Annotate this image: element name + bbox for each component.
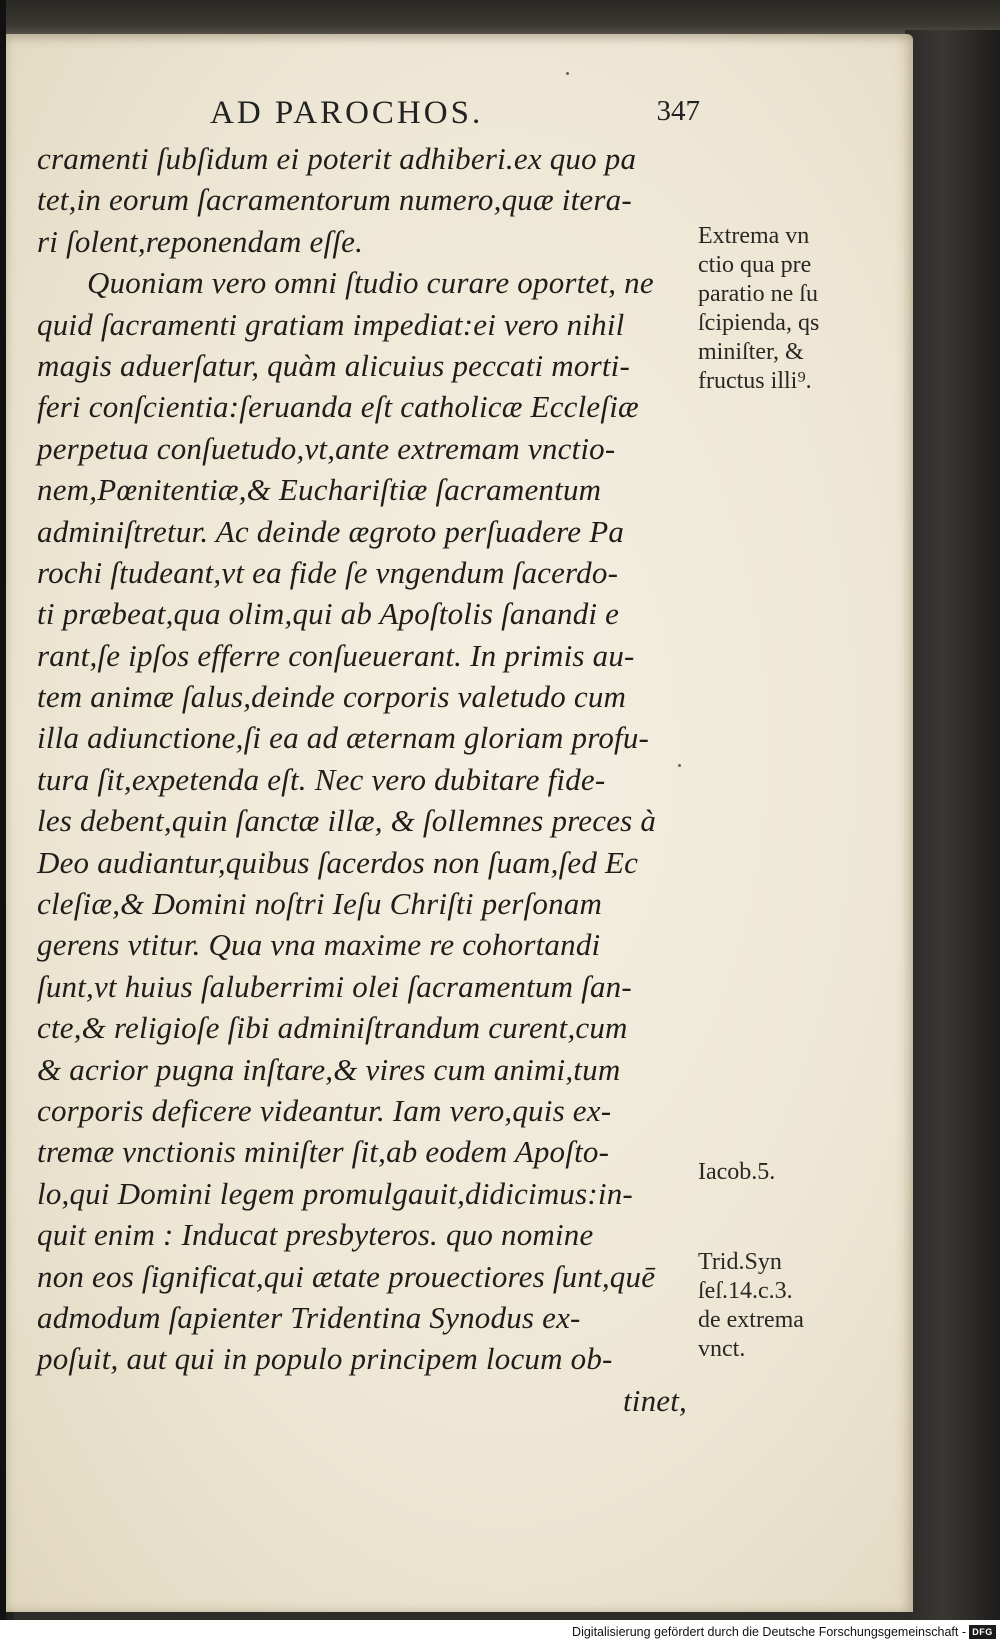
- text-line: quit enim : Inducat presbyteros. quo nomine: [37, 1217, 594, 1253]
- margin-note-line: miniſter, &: [698, 339, 804, 365]
- margin-note-line: fructus illi⁹.: [698, 368, 812, 394]
- catchword: tinet,: [622, 1382, 687, 1418]
- margin-note-extrema-unctio: [698, 222, 848, 396]
- text-line: les debent,quin ſanctæ illæ, & ſollemnes preces à: [37, 803, 657, 839]
- margin-note-line: Extrema vn: [698, 223, 810, 249]
- text-line: gerens vtitur. Qua vna maxime re cohortandi: [37, 927, 601, 963]
- margin-note-line: ſeſ.14.c.3.: [698, 1278, 793, 1304]
- text-line: tem animæ ſalus,deinde corporis valetudo cum: [37, 679, 627, 715]
- text-line: cleſiæ,& Domini noſtri Ieſu Chriſti perſonam: [37, 886, 603, 922]
- page-header: [210, 95, 700, 135]
- text-line: cte,& religioſe ſibi adminiſtrandum curent,cum: [37, 1010, 628, 1046]
- margin-note-line: Iacob.5.: [698, 1159, 776, 1185]
- text-line: cramenti ſubſidum ei poterit adhiberi.ex quo pa: [37, 141, 637, 176]
- text-line: quid ſacramenti gratiam impediat:ei vero nihil: [37, 306, 625, 342]
- text-line: adminiſtretur. Ac deinde ægroto perſuadere Pa: [37, 513, 625, 549]
- text-line: corporis deficere videantur. Iam vero,quis ex-: [37, 1092, 612, 1128]
- text-line: rochi ſtudeant,vt ea fide ſe vngendum ſacerdo-: [37, 554, 619, 590]
- text-line: feri conſcientia:ſeruanda eſt catholicæ Eccleſiæ: [37, 389, 639, 425]
- running-head: AD PAROCHOS.: [210, 95, 484, 131]
- text-line: ſunt,vt huius ſaluberrimi olei ſacramentum ſan-: [37, 968, 632, 1004]
- text-line: rant,ſe ipſos efferre conſueuerant. In primis au-: [37, 637, 635, 673]
- body-text: [37, 138, 687, 1421]
- text-line: perpetua conſuetudo,vt,ante extremam vnctio-: [37, 430, 616, 466]
- text-line: ti præbeat,qua olim,qui ab Apoſtolis ſanandi e: [37, 596, 620, 632]
- right-edge: [905, 30, 1000, 1620]
- margin-note-line: ſcipienda, qs: [698, 310, 820, 336]
- margin-note-iacob: [698, 1158, 848, 1187]
- page-number: 347: [656, 95, 700, 127]
- margin-note-line: Trid.Syn: [698, 1249, 782, 1275]
- text-line: ri ſolent,reponendam eſſe.: [37, 223, 364, 259]
- text-line: poſuit, aut qui in populo principem locum ob-: [37, 1341, 613, 1377]
- footer-bar: [0, 1620, 1000, 1645]
- text-line: nem,Pœnitentiæ,& Euchariſtiæ ſacramentum: [37, 472, 602, 508]
- text-line: Quoniam vero omni ſtudio curare oportet, ne: [87, 265, 654, 301]
- top-shadow: [0, 0, 1000, 36]
- text-line: illa adiunctione,ſi ea ad æternam gloriam profu-: [37, 720, 650, 756]
- margin-note-trid-syn: [698, 1248, 848, 1364]
- margin-note-line: paratio ne ſu: [698, 281, 818, 307]
- dfg-logo: DFG: [969, 1625, 996, 1639]
- ink-speck: [566, 72, 569, 75]
- text-line: tremæ vnctionis miniſter ſit,ab eodem Apoſto-: [37, 1134, 610, 1170]
- text-line: tet,in eorum ſacramentorum numero,quæ itera-: [37, 182, 632, 218]
- text-line: Deo audiantur,quibus ſacerdos non ſuam,ſed Ec: [37, 844, 639, 880]
- text-line: lo,qui Domini legem promulgauit,didicimus:in-: [37, 1175, 633, 1211]
- text-line: tura ſit,expetenda eſt. Nec vero dubitare fide-: [37, 761, 606, 797]
- text-line: non eos ſignificat,qui ætate prouectiores ſunt,quē: [37, 1258, 656, 1294]
- funding-credit: Digitalisierung gefördert durch die Deutsche Forschungsgemeinschaft -: [572, 1625, 966, 1639]
- margin-note-line: de extrema: [698, 1307, 804, 1333]
- text-line: magis aduerſatur, quàm alicuius peccati morti-: [37, 347, 630, 383]
- margin-note-line: ctio qua pre: [698, 252, 812, 278]
- margin-note-line: vnct.: [698, 1336, 746, 1362]
- text-line: & acrior pugna inſtare,& vires cum animi,tum: [37, 1051, 621, 1087]
- text-line: admodum ſapienter Tridentina Synodus ex-: [37, 1299, 581, 1335]
